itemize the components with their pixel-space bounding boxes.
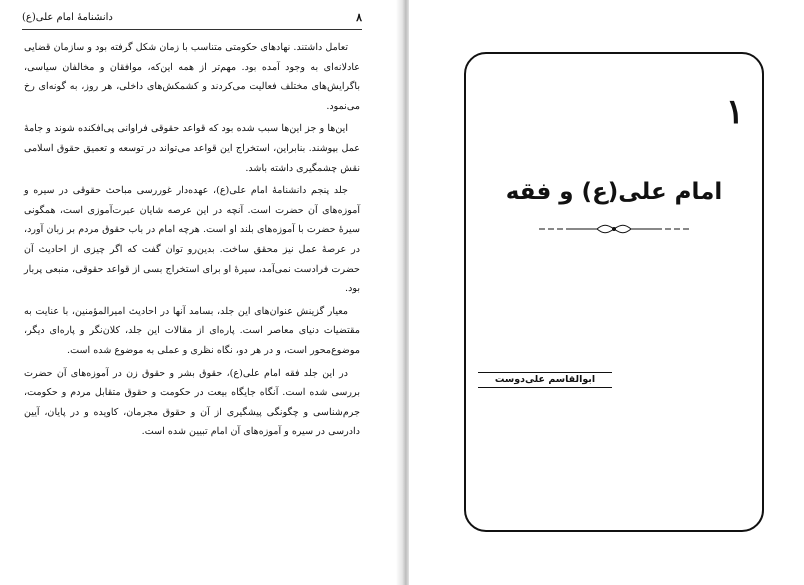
running-header: [22, 10, 362, 26]
left-page: [0, 0, 401, 585]
paragraph: تعامل داشتند. نهادهای حکومتی متناسب با زمان شکل گرفته بود و سازمان قضایی عادلانه‌ای به وجود آمده بود. مهم‌تر از همه این‌که، موافقان و مخالفان سیاسی، باگرایش‌های مختلف فعالیت می‌کردند و کشمکش‌های داخلی، هر روز، به گونه‌ای رخ می‌نمود.: [24, 42, 360, 112]
paragraph: این‌ها و جز این‌ها سبب شده بود که قواعد حقوقی فراوانی پی‌افکنده شوند و جامهٔ عمل بپوشند. بنابراین، استخراج این قواعد می‌تواند در توسعه و تعمیق حقوق اسلامی نقش چشمگیری داشته باشد.: [24, 123, 360, 174]
paragraph: در این جلد فقه امام علی(ع)، حقوق بشر و حقوق زن در آموزه‌های آن حضرت بررسی شده است. آنگاه جایگاه بیعت در حکومت و حقوق متقابل مردم و حکومت، جرم‌شناسی و چگونگی پیشگیری از آن و حقوق مجرمان، کاویده و در پایان، آیین دادرسی در سیره و آموزه‌های آن امام تبیین شده است.: [24, 367, 360, 438]
title-ornament: [539, 222, 689, 236]
paragraph: جلد پنجم دانشنامهٔ امام علی(ع)، عهده‌دار غوررسی مباحث حقوقی در سیره و آموزه‌های آن حضرت است. آنچه در این عرصه شایان عبرت‌آموزی است، همگونی سیرهٔ حضرت با آموزه‌های بلند او است. هرچه امام در باب حقوق مردم بر زبان آورد، در عرصهٔ عمل نیز محقق ساخت. بدین‌رو توان گفت که اگر چیزی از احادیث آن حضرت فرادست نمی‌آمد، سیرهٔ او برای استخراج بسی از قواعد حقوقی، منبعی پربار بود.: [24, 185, 360, 295]
running-title: دانشنامهٔ امام علی(ع): [22, 12, 113, 23]
chapter-frame: [464, 52, 764, 532]
author-name: ابوالقاسم علی‌دوست: [494, 374, 596, 385]
chapter-title: امام علی(ع) و فقه: [505, 179, 723, 205]
paragraph: معیار گزینش عنوان‌های این جلد، بسامد آنها در احادیث امیرالمؤمنین، با عنایت به مقتضیات دنیای معاصر است. پاره‌ای از مقالات این جلد، کلان‌نگر و پاره‌ای دیگر، موضوع‌محور است، و در هر دو، نگاه نظری و عملی به موضوع شده است.: [24, 305, 360, 356]
page-number: ۸: [356, 11, 362, 24]
author-box: [478, 372, 612, 388]
book-gutter: [396, 0, 410, 585]
chapter-number: ۱: [725, 92, 744, 132]
header-rule: [22, 29, 362, 30]
body-text: [24, 38, 360, 445]
right-page: [409, 0, 804, 585]
